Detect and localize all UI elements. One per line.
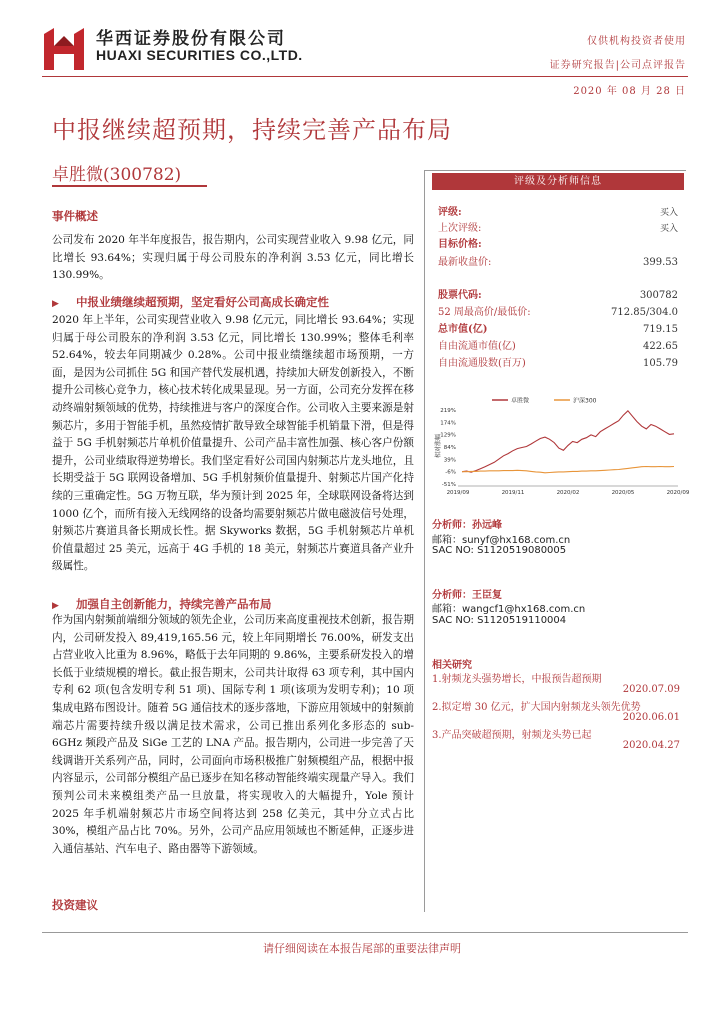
legal-notice: 请仔细阅读在本报告尾部的重要法律声明 [263,942,461,955]
header-divider [42,76,688,77]
x-tick-label: 2019/09 [446,490,470,496]
stock-underline [52,185,207,187]
row-value: 399.53 [643,257,678,268]
stock-name: 卓胜微(300782) [52,165,182,185]
y-tick-label: 84% [443,445,456,451]
analyst1-sac: SAC NO: S1120519080005 [432,545,567,556]
y-tick-label: 39% [443,457,456,464]
row-value: 300782 [639,290,678,301]
row-value: 买入 [659,224,678,234]
row-key: 目标价格: [438,239,482,250]
related-research-heading: 相关研究 [432,660,472,671]
row-value: 719.15 [643,324,678,335]
invest-heading: 投资建议 [52,898,98,912]
page-title: 中报继续超预期，持续完善产品布局 [52,116,452,144]
report-type: 证券研究报告|公司点评报告 [549,60,686,71]
float-cap-row [438,339,678,355]
y-tick-label: 219% [440,408,456,414]
analyst1-name: 分析师：孙远峰 [432,520,502,531]
chart-plot [462,411,674,473]
y-tick-label: -51% [441,482,456,488]
x-tick-label: 2020/02 [556,490,580,496]
x-tick-label: 2020/05 [611,490,635,496]
x-tick-label: 2020/09 [666,490,690,496]
related-date-2: 2020.06.01 [622,712,680,723]
row-key: 上次评级: [438,223,482,234]
analyst2-email[interactable]: 邮箱：wangcf1@hx168.com.cn [432,604,586,615]
row-value: 买入 [659,208,678,218]
series-line-0 [462,411,674,472]
chart-legend [492,397,597,405]
legend-label-0: 卓胜微 [511,397,530,405]
related-date-1: 2020.07.09 [622,684,680,695]
report-date: 2020 年 08 月 28 日 [573,86,686,97]
row-value: 105.79 [643,358,678,369]
row-value: 422.65 [643,341,678,352]
bullet2-text: 作为国内射频前端细分领域的领先企业，公司历来高度重视技术创新，报告期内，公司研发投入 89,419,165.56 元，较上年同期增长 76.00%，研发支出占营业收入比重为 8.96%，略低于去年同期的 9.86%，主要系研发投入的增长低于业绩规模的增长。截止报告期末，公司共计取得 63 项专利，其中国内专利 62 项(包含发明专利 51 项)、国际专利 1 项(该项为发明专利)；10 项集成电路布图设计。随着 5G 通信技术的逐步落地，下游应用领域中的射频前端芯片需要持续升级以满足技术需求，公司已推出系列化多形态的 sub-6GHz 频段产品及 SiGe 工艺的 LNA 产品。报告期内，公司进一步完善了天线调谐开关系列产品，同时，公司面向市场积极推广射频模组产品，根据中报内容显示，公司部分模组产品已逐步在知名移动智能终端实现量产导入。我们预判公司未来模组类产品一旦放量，将实现收入的大幅提升，Yole 预计 2025 年手机端射频芯片市场空间将达到 258 亿美元，其中分立式占比 30%，模组产品占比 70%。另外，公司产品应用领域也不断延伸，正逐步进入通信基站、汽车电子、路由器等下游领域。 [52,614,414,855]
stock-code-row [438,288,678,304]
event-text: 公司发布 2020 年半年度报告，报告期内，公司实现营业收入 9.98 亿元，同比增长 93.64%；实现归属于母公司股东的净利润 3.53 亿元，同比增长 130.99%。 [52,234,414,282]
bullet-triangle-icon: ▶ [52,601,59,611]
row-key: 自由流通股数(百万) [438,358,526,369]
row-key: 总市值(亿) [438,324,488,335]
rating-banner: 评级及分析师信息 [432,173,684,190]
row-key: 股票代码: [438,290,482,301]
analyst2-sac: SAC NO: S1120519110004 [432,615,567,626]
52w-range-row [438,305,678,321]
rating-row [438,205,678,221]
prev-rating-row [438,221,678,237]
huaxi-logo-icon [42,26,86,72]
chart-ylabel: 相对涨幅 [435,433,442,458]
y-tick-label: -6% [445,469,456,476]
x-tick-label: 2019/11 [501,490,525,496]
series-line-1 [462,467,674,473]
legend-label-1: 沪深300 [573,397,597,405]
footer-divider [42,932,688,933]
row-key: 评级: [438,207,462,218]
sidebar-top-line [424,170,686,171]
event-heading: 事件概述 [52,209,98,223]
bullet-triangle-icon: ▶ [52,299,59,309]
market-cap-row [438,322,678,338]
row-key: 自由流通市值(亿) [438,341,516,352]
bullet1-text: 2020 年上半年，公司实现营业收入 9.98 亿元元，同比增长 93.64%；实现归属于母公司股东的净利润 3.53 亿元，同比增长 130.99%；整体毛利率 52.64%，较去年同期减少 0.28%。公司中报业绩继续超市场预期，一方面，是因为公司抓住 5G 和国产替代发展机遇，持续加大研发创新投入，不断提升公司核心竞争力，核心技术转化成果显现。另一方面，公司充分发挥在移动终端射频领域的优势，持续推进与客户的深度合作。公司收入主要来源是射频芯片，多用于智能手机，虽然疫情扩散导致全球智能手机销量下滑，但是得益于 5G 手机射频芯片单机价值量提升、公司产品丰富性加强、核心客户份额提升，公司业绩取得逆势增长。我们坚定看好公司国内射频芯片龙头地位，且长期受益于 5G 联网设备增加、5G 手机射频价值量提升、射频芯片国产化持续的三重确定性。5G 万物互联，华为预计到 2025 年，全球联网设备将达到 1000 亿个，而所有接入无线网络的设备均需要射频芯片做电磁波信号处理，射频芯片赛道具备长期成长性。据 Skyworks 数据，5G 手机射频芯片单机价值量超过 25 美元，远高于 4G 手机的 18 美元，射频芯片赛道具备产业升级属性。 [52,314,414,573]
related-item-1[interactable]: 1.射频龙头强势增长，中报预告超预期 [432,674,602,685]
row-key: 52 周最高价/最低价: [438,307,531,318]
related-item-2[interactable]: 2.拟定增 30 亿元，扩大国内射频龙头领先优势 [432,702,641,713]
bullet2-heading [52,596,272,612]
related-item-3[interactable]: 3.产品突破超预期，射频龙头势已起 [432,730,592,741]
related-date-3: 2020.04.27 [622,740,680,751]
row-value: 712.85/304.0 [611,307,678,318]
analyst1-email[interactable]: 邮箱：sunyf@hx168.com.cn [432,535,571,546]
brand-name-cn: 华西证券股份有限公司 [96,29,286,49]
bullet2-label: 加强自主创新能力，持续完善产品布局 [76,597,272,611]
close-price-row [438,255,678,271]
y-tick-label: 174% [440,420,456,427]
analyst2-name: 分析师：王臣复 [432,590,502,601]
relative-return-chart [432,392,690,502]
bullet1-heading [52,294,329,310]
brand-name-en: HUAXI SECURITIES CO.,LTD. [96,47,303,63]
row-key: 最新收盘价: [438,257,492,268]
float-shares-row [438,356,678,372]
target-price-row [438,237,678,253]
bullet1-label: 中报业绩继续超预期，坚定看好公司高成长确定性 [76,295,329,309]
y-tick-label: 129% [440,432,456,439]
audience-note: 仅供机构投资者使用 [587,36,686,47]
chart-xticks [447,490,690,496]
